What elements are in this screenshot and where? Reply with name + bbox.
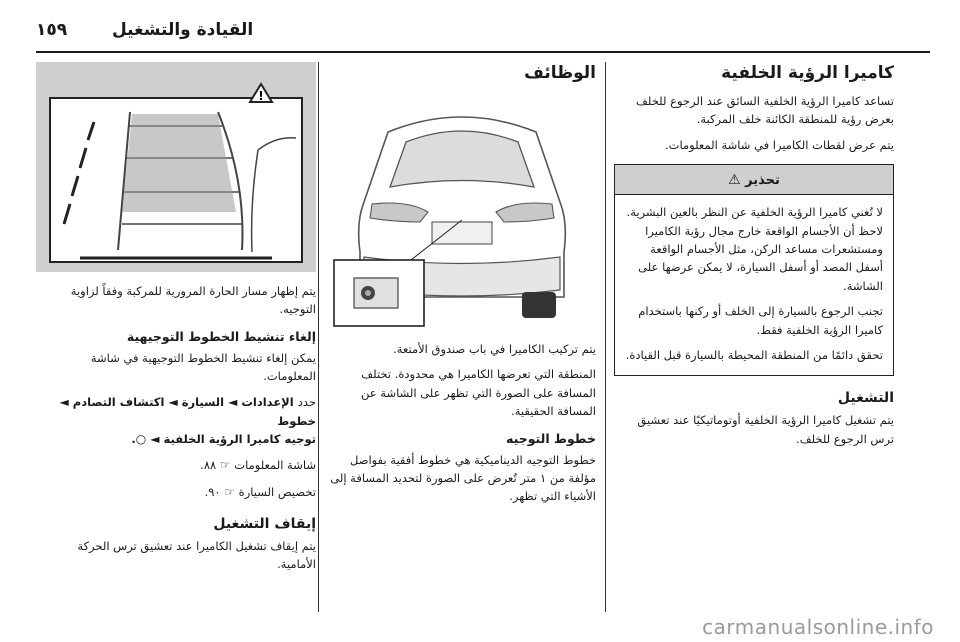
- page-header: [0, 0, 960, 50]
- intro-paragraph-2: يتم عرض لقطات الكاميرا في شاشة المعلومات.: [665, 137, 894, 152]
- reference-vehicle-personalisation: تخصيص السيارة ☞ ٩٠.: [36, 483, 316, 502]
- car-rear-icon: [328, 92, 596, 332]
- arrow-icon: ◄: [168, 394, 178, 409]
- guidelines-text: خطوط التوجيه الديناميكية هي خطوط أفقية بفواصل مؤلفة من ١ متر تُعرض على الصورة لتحديد المسافة إلى الأشياء التي تظهر.: [330, 452, 596, 504]
- arrow-icon: ◄: [150, 432, 160, 447]
- activation-text: يتم تشغيل كاميرا الرؤية الخلفية أوتوماتيكيًا عند تعشيق ترس الرجوع للخلف.: [637, 413, 894, 446]
- column-divider-left: [318, 62, 319, 612]
- svg-text:!: !: [258, 89, 264, 103]
- deactivation-text: يتم إيقاف تشغيل الكاميرا عند تعشيق ترس الحركة الأمامية.: [77, 538, 316, 572]
- page-reference-icon: ☞: [224, 484, 236, 499]
- activation-title: التشغيل: [837, 390, 894, 407]
- warning-box: [614, 164, 894, 376]
- section-title-functions: الوظائف: [524, 63, 596, 83]
- circle-symbol-icon: ○: [135, 432, 147, 447]
- warning-triangle-icon: ⚠: [728, 172, 741, 189]
- chapter-title: القيادة والتشغيل: [112, 20, 254, 40]
- arrow-icon: ◄: [228, 394, 238, 409]
- warning-paragraph-1: لا تُغني كاميرا الرؤية الخلفية عن النظر بالعين البشرية. لاحظ أن الأجسام الواقعة خارج مجال رؤية الكاميرا ومستشعرات مساعد الركن، مثل الأجسام الواقعة أسفل المصد أو أسفل السيارة، لا يمكن عرضها على الشاشة.: [626, 205, 883, 293]
- warning-body: [615, 195, 893, 375]
- section-title-rear-camera: كاميرا الرؤية الخلفية: [721, 63, 894, 83]
- car-rear-illustration: [328, 92, 596, 332]
- warning-paragraph-2: تجنب الرجوع بالسيارة إلى الخلف أو ركنها باستخدام كاميرا الرؤية الخلفية فقط.: [638, 304, 883, 337]
- reference-info-display: شاشة المعلومات ☞ ٨٨.: [36, 456, 316, 475]
- deactivate-guidelines-title: إلغاء تنشيط الخطوط التوجيهية: [126, 328, 316, 344]
- watermark: carmanualsonline.info: [702, 615, 934, 639]
- functions-paragraph: المنطقة التي تعرضها الكاميرا هي محدودة. تختلف المسافة على الصورة التي تظهر على الشاشة عن المسافة الحقيقية.: [361, 367, 596, 419]
- camera-display-illustration: [36, 62, 316, 272]
- camera-location-caption: يتم تركيب الكاميرا في باب صندوق الأمتعة.: [393, 342, 596, 357]
- arrow-icon: ◄: [59, 394, 69, 409]
- warning-label: تحذير: [745, 173, 780, 189]
- warning-paragraph-3: تحقق دائمًا من المنطقة المحيطة بالسيارة قبل القيادة.: [625, 348, 883, 362]
- column-divider-right: [605, 62, 606, 612]
- left-column: [36, 62, 316, 580]
- menu-path: حدد الإعدادات ◄ السيارة ◄ اكتشاف التصادم ◄ خطوط توجيه كاميرا الرؤية الخلفية ◄ ○.: [36, 393, 316, 450]
- page-number: ١٥٩: [36, 20, 68, 40]
- middle-column: [328, 62, 596, 513]
- right-column: [614, 62, 894, 455]
- deactivate-guidelines-text: يمكن إلغاء تنشيط الخطوط التوجيهية في شاشة المعلومات.: [90, 350, 316, 384]
- guidelines-title: خطوط التوجيه: [506, 430, 596, 446]
- intro-paragraph: تساعد كاميرا الرؤية الخلفية السائق عند الرجوع للخلف بعرض رؤية للمنطقة الكائنة خلف المركبة.: [636, 94, 894, 127]
- header-rule: [36, 51, 930, 53]
- deactivation-title: إيقاف التشغيل: [213, 515, 316, 532]
- warning-heading: [615, 165, 893, 195]
- camera-view-icon: [36, 62, 316, 272]
- lane-path-caption: يتم إظهار مسار الحارة المرورية للمركبة وفقاً لزاوية التوجيه.: [70, 284, 316, 317]
- page-reference-icon: ☞: [219, 458, 231, 473]
